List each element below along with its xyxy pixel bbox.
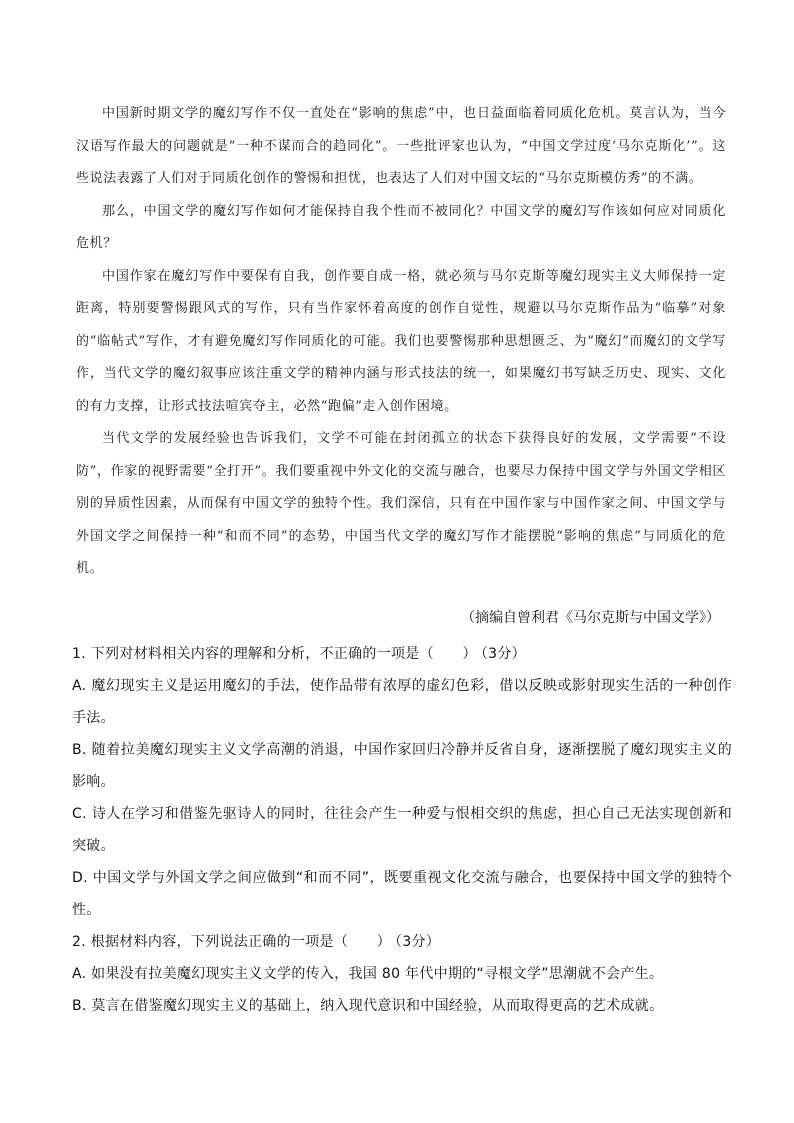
option-d: D. 中国文学与外国文学之间应做到“和而不同”，既要重视文化交流与融合，也要保持中国文学的独特个性。	[72, 870, 732, 918]
question-score: （3分）	[395, 934, 441, 950]
question-stem-text: 2. 根据材料内容，下列说法正确的一项是（ ）	[72, 934, 392, 950]
question-stem-text: 1. 下列对材料相关内容的理解和分析，不正确的一项是（ ）	[72, 646, 477, 662]
option-a: A. 如果没有拉美魔幻现实主义文学的传入，我国 80 年代中期的“寻根文学”思潮就不会产生。	[72, 966, 664, 982]
passage-paragraph-2: 那么，中国文学的魔幻写作如何才能保持自我个性而不被同化？中国文学的魔幻写作该如何应对同质化危机？	[76, 203, 726, 251]
passage-paragraph-4: 当代文学的发展经验也告诉我们，文学不可能在封闭孤立的状态下获得良好的发展，文学需要“不设防”，作家的视野需要“全打开”。我们要重视中外文化的交流与融合，也要尽力保持中国文学与外国文学相区别的异质性因素，从而保有中国文学的独特个性。我们深信，只有在中国作家与中国作家之间、中国文学与外国文学之间保持一种“和而不同”的态势，中国当代文学的魔幻写作才能摆脱“影响的焦虑”与同质化的危机。	[76, 431, 726, 576]
passage-source: （摘编自曾利君《马尔克斯与中国文学》）	[461, 610, 720, 626]
passage-paragraph-1: 中国新时期文学的魔幻写作不仅一直处在“影响的焦虑”中，也日益面临着同质化危机。莫言认为，当今汉语写作最大的问题就是“一种不谋而合的趋同化”。一些批评家也认为，“中国文学过度‘马尔克斯化’”。这些说法表露了人们对于同质化创作的警惕和担忧，也表达了人们对中国文坛的“马尔克斯模仿秀”的不满。	[76, 106, 726, 186]
option-c: C. 诗人在学习和借鉴先驱诗人的同时，往往会产生一种爱与恨相交织的焦虑，担心自己无法实现创新和突破。	[72, 806, 732, 854]
question-score: （3分）	[480, 646, 526, 662]
question-list	[72, 638, 732, 1022]
option-b: B. 随着拉美魔幻现实主义文学高潮的消退，中国作家回归冷静并反省自身，逐渐摆脱了魔幻现实主义的影响。	[72, 742, 732, 790]
option-a: A. 魔幻现实主义是运用魔幻的手法，使作品带有浓厚的虚幻色彩，借以反映或影射现实生活的一种创作手法。	[72, 678, 732, 726]
question-2	[72, 926, 732, 1022]
reading-passage	[76, 98, 726, 586]
question-stem	[72, 926, 732, 958]
passage-paragraph-3: 中国作家在魔幻写作中要保有自我，创作要自成一格，就必须与马尔克斯等魔幻现实主义大师保持一定距离，特别要警惕跟风式的写作，只有当作家怀着高度的创作自觉性，规避以马尔克斯作品为“临摹”对象的“临帖式”写作，才有避免魔幻写作同质化的可能。我们也要警惕那种思想匮乏、为“魔幻”而魔幻的文学写作，当代文学的魔幻叙事应该注重文学的精神内涵与形式技法的统一，如果魔幻书写缺乏历史、现实、文化的有力支撑，让形式技法喧宾夺主，必然“跑偏”走入创作困境。	[76, 268, 726, 414]
question-stem	[72, 638, 732, 670]
question-1	[72, 638, 732, 926]
option-b: B. 莫言在借鉴魔幻现实主义的基础上，纳入现代意识和中国经验，从而取得更高的艺术成就。	[72, 998, 664, 1014]
